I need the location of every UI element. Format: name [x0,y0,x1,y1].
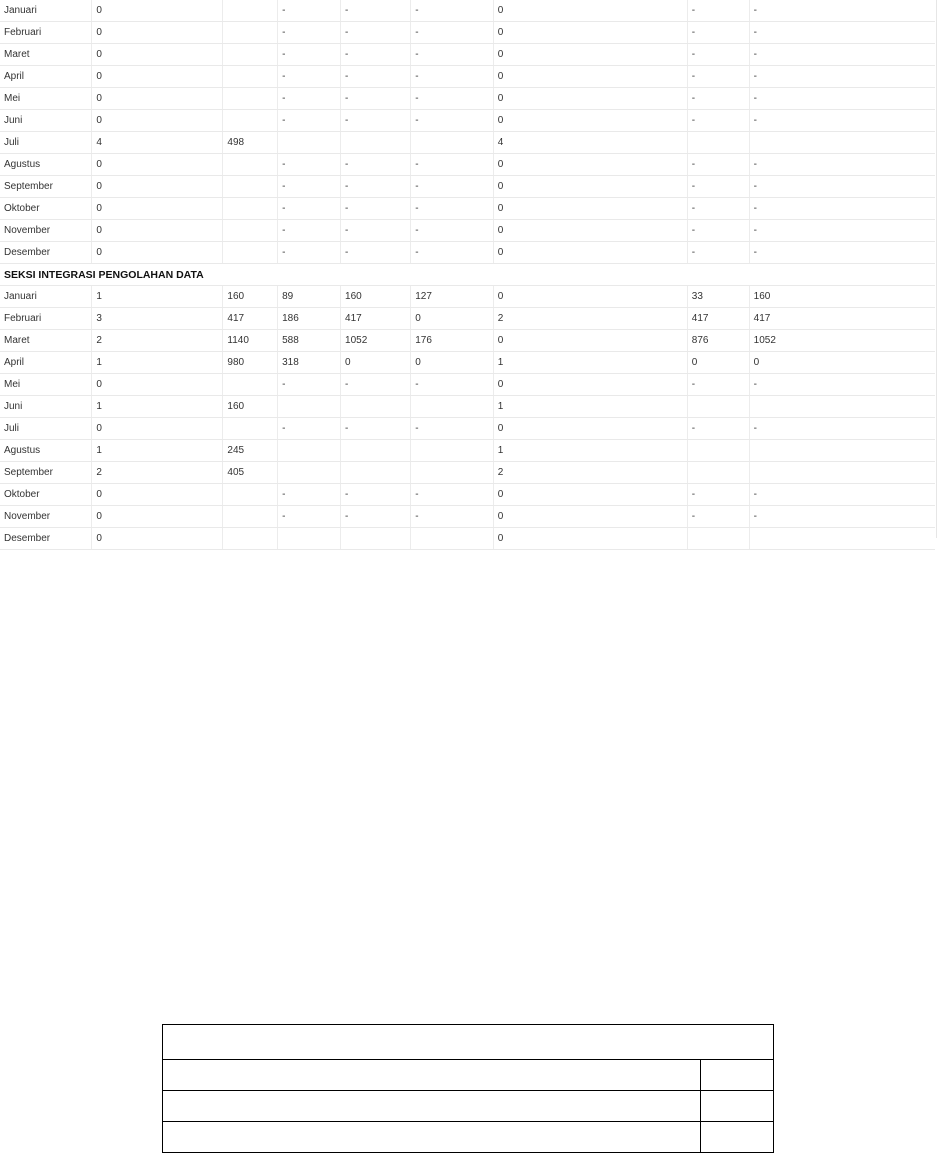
value-cell: - [749,242,935,264]
value-cell: 0 [493,66,687,88]
value-cell: - [278,66,341,88]
table-row [0,44,935,66]
value-cell: 160 [749,286,935,308]
value-cell: - [341,198,411,220]
month-cell: November [0,506,92,528]
value-cell: - [749,176,935,198]
value-cell: - [278,88,341,110]
value-cell: 498 [223,132,278,154]
table-row [0,308,935,330]
value-cell [278,462,341,484]
month-cell: Juni [0,396,92,418]
value-cell: - [749,110,935,132]
value-cell: 127 [411,286,494,308]
value-cell: 0 [493,484,687,506]
value-cell [411,528,494,550]
value-cell: - [278,154,341,176]
value-cell: - [749,220,935,242]
value-cell [223,484,278,506]
value-cell: 1 [92,352,223,374]
section-header-row [0,264,935,286]
value-cell: - [687,22,749,44]
value-cell: - [749,374,935,396]
value-cell: - [749,88,935,110]
value-cell [341,462,411,484]
value-cell: - [411,88,494,110]
value-cell: - [687,506,749,528]
value-cell: 588 [278,330,341,352]
table-row [0,506,935,528]
value-cell: - [341,110,411,132]
table-row [0,462,935,484]
value-cell: 980 [223,352,278,374]
value-cell: 176 [411,330,494,352]
table-row [0,374,935,396]
empty-box-side-cell [701,1091,773,1121]
value-cell: 0 [493,198,687,220]
value-cell: - [687,176,749,198]
month-cell: November [0,220,92,242]
value-cell [223,220,278,242]
value-cell [223,22,278,44]
value-cell: - [278,176,341,198]
value-cell [411,462,494,484]
value-cell: 160 [341,286,411,308]
value-cell [223,374,278,396]
value-cell: - [341,506,411,528]
value-cell: - [687,242,749,264]
value-cell: 0 [493,88,687,110]
value-cell: - [749,506,935,528]
value-cell: 1 [493,440,687,462]
month-cell: Desember [0,528,92,550]
value-cell [223,528,278,550]
value-cell [411,132,494,154]
table-row [0,0,935,22]
value-cell: - [278,22,341,44]
value-cell: 0 [493,110,687,132]
value-cell [223,0,278,22]
empty-box-row [163,1122,773,1153]
value-cell [341,528,411,550]
value-cell: 0 [493,418,687,440]
table-row [0,88,935,110]
value-cell: 0 [493,506,687,528]
value-cell: 1 [92,396,223,418]
table-row [0,220,935,242]
month-cell: September [0,176,92,198]
value-cell: 0 [493,154,687,176]
value-cell [223,154,278,176]
value-cell: - [341,44,411,66]
value-cell: 0 [92,506,223,528]
table-row [0,484,935,506]
table-row [0,330,935,352]
value-cell: 0 [493,0,687,22]
value-cell: 0 [92,0,223,22]
value-cell [223,176,278,198]
value-cell: 0 [493,176,687,198]
value-cell [223,44,278,66]
value-cell: - [278,418,341,440]
table-row [0,110,935,132]
value-cell: - [411,154,494,176]
value-cell: - [411,66,494,88]
value-cell: 4 [493,132,687,154]
value-cell: 89 [278,286,341,308]
value-cell [687,132,749,154]
table-row [0,286,935,308]
table-row [0,198,935,220]
value-cell: 0 [92,110,223,132]
value-cell: 0 [493,374,687,396]
value-cell: 0 [92,484,223,506]
value-cell: - [411,110,494,132]
value-cell [341,132,411,154]
value-cell: - [341,66,411,88]
value-cell: 0 [92,88,223,110]
value-cell: - [411,484,494,506]
value-cell [411,396,494,418]
value-cell: 2 [92,462,223,484]
month-cell: Juli [0,418,92,440]
scrollable-data-panel[interactable] [0,0,937,544]
value-cell [411,440,494,462]
value-cell: 1052 [749,330,935,352]
value-cell: 1 [493,396,687,418]
value-cell [278,396,341,418]
value-cell: 0 [493,44,687,66]
value-cell [278,440,341,462]
value-cell: 0 [92,374,223,396]
value-cell: 0 [493,286,687,308]
value-cell: - [341,418,411,440]
table-row [0,440,935,462]
value-cell: - [411,418,494,440]
value-cell [223,506,278,528]
month-cell: Januari [0,0,92,22]
value-cell: - [749,44,935,66]
value-cell: 417 [223,308,278,330]
value-cell [223,242,278,264]
value-cell: - [341,242,411,264]
value-cell: 186 [278,308,341,330]
table-row [0,418,935,440]
value-cell: - [278,220,341,242]
month-cell: Mei [0,374,92,396]
value-cell: - [411,176,494,198]
value-cell: 0 [92,44,223,66]
empty-box-row [163,1060,773,1091]
value-cell: - [687,66,749,88]
month-cell: Juli [0,132,92,154]
table-row [0,176,935,198]
empty-box-side-cell [701,1060,773,1090]
value-cell: 0 [92,22,223,44]
value-cell: 0 [493,22,687,44]
value-cell: 1052 [341,330,411,352]
value-cell: - [749,66,935,88]
value-cell [687,396,749,418]
value-cell: - [687,374,749,396]
monthly-data-table [0,0,935,550]
value-cell [278,528,341,550]
value-cell: 4 [92,132,223,154]
value-cell: - [411,374,494,396]
month-cell: April [0,66,92,88]
table-body [0,0,935,550]
value-cell: - [411,506,494,528]
value-cell: - [687,484,749,506]
month-cell: Februari [0,22,92,44]
value-cell: 0 [411,308,494,330]
empty-form-box [162,1024,774,1153]
value-cell: - [278,198,341,220]
value-cell: - [341,220,411,242]
value-cell: 2 [493,308,687,330]
value-cell [749,462,935,484]
value-cell: 245 [223,440,278,462]
value-cell: 417 [749,308,935,330]
value-cell: - [411,22,494,44]
value-cell: 0 [92,198,223,220]
value-cell: - [341,22,411,44]
month-cell: September [0,462,92,484]
value-cell: 160 [223,286,278,308]
value-cell: - [341,0,411,22]
value-cell: - [749,418,935,440]
value-cell [749,132,935,154]
value-cell: 417 [341,308,411,330]
month-cell: Februari [0,308,92,330]
value-cell: - [278,484,341,506]
month-cell: Mei [0,88,92,110]
value-cell: - [687,88,749,110]
month-cell: Oktober [0,198,92,220]
value-cell: - [687,110,749,132]
value-cell: 0 [92,176,223,198]
value-cell [223,66,278,88]
value-cell: - [341,176,411,198]
month-cell: Desember [0,242,92,264]
value-cell: 0 [92,154,223,176]
value-cell: 876 [687,330,749,352]
value-cell: - [749,198,935,220]
month-cell: Oktober [0,484,92,506]
value-cell: 0 [92,66,223,88]
value-cell: - [687,418,749,440]
value-cell: - [278,242,341,264]
table-row [0,22,935,44]
value-cell: - [278,110,341,132]
value-cell: 1 [493,352,687,374]
value-cell: 0 [493,528,687,550]
empty-box-side-cell [701,1122,773,1153]
value-cell: - [341,374,411,396]
table-row [0,242,935,264]
value-cell: 1140 [223,330,278,352]
table-row [0,396,935,418]
value-cell: - [278,0,341,22]
value-cell: 0 [92,528,223,550]
value-cell: 3 [92,308,223,330]
value-cell: - [749,484,935,506]
month-cell: Maret [0,44,92,66]
value-cell: 0 [749,352,935,374]
empty-box-row [163,1091,773,1122]
value-cell: - [687,44,749,66]
value-cell [223,110,278,132]
value-cell [278,132,341,154]
value-cell: - [278,374,341,396]
value-cell: - [411,220,494,242]
section-title: SEKSI INTEGRASI PENGOLAHAN DATA [0,264,935,286]
value-cell: - [687,0,749,22]
value-cell [749,396,935,418]
value-cell: - [341,154,411,176]
value-cell: 2 [493,462,687,484]
month-cell: Maret [0,330,92,352]
value-cell: - [687,154,749,176]
value-cell [749,528,935,550]
value-cell: - [749,154,935,176]
value-cell: - [411,198,494,220]
value-cell: 0 [92,418,223,440]
value-cell [341,440,411,462]
month-cell: April [0,352,92,374]
value-cell: 0 [92,220,223,242]
value-cell: 160 [223,396,278,418]
value-cell [749,440,935,462]
value-cell: - [341,88,411,110]
month-cell: Januari [0,286,92,308]
value-cell: 417 [687,308,749,330]
empty-box-cell [163,1122,701,1153]
month-cell: Juni [0,110,92,132]
value-cell: - [341,484,411,506]
value-cell: 318 [278,352,341,374]
empty-box-header [163,1025,773,1060]
table-row [0,528,935,550]
value-cell: - [278,506,341,528]
table-row [0,66,935,88]
value-cell [687,528,749,550]
value-cell: 0 [341,352,411,374]
value-cell: 405 [223,462,278,484]
value-cell: 0 [411,352,494,374]
value-cell: 0 [493,220,687,242]
value-cell: - [749,0,935,22]
table-row [0,132,935,154]
value-cell: - [687,220,749,242]
value-cell: - [411,242,494,264]
table-row [0,154,935,176]
value-cell [687,462,749,484]
value-cell: 0 [687,352,749,374]
value-cell: 0 [493,242,687,264]
value-cell: - [411,0,494,22]
value-cell: - [749,22,935,44]
value-cell: 1 [92,440,223,462]
value-cell: 2 [92,330,223,352]
month-cell: Agustus [0,440,92,462]
value-cell [687,440,749,462]
value-cell: 0 [92,242,223,264]
value-cell [223,418,278,440]
value-cell [223,198,278,220]
value-cell: - [687,198,749,220]
value-cell: - [411,44,494,66]
value-cell [223,88,278,110]
empty-box-cell [163,1091,701,1121]
table-row [0,352,935,374]
month-cell: Agustus [0,154,92,176]
value-cell: 0 [493,330,687,352]
value-cell: 1 [92,286,223,308]
value-cell [341,396,411,418]
empty-box-cell [163,1060,701,1090]
value-cell: - [278,44,341,66]
value-cell: 33 [687,286,749,308]
